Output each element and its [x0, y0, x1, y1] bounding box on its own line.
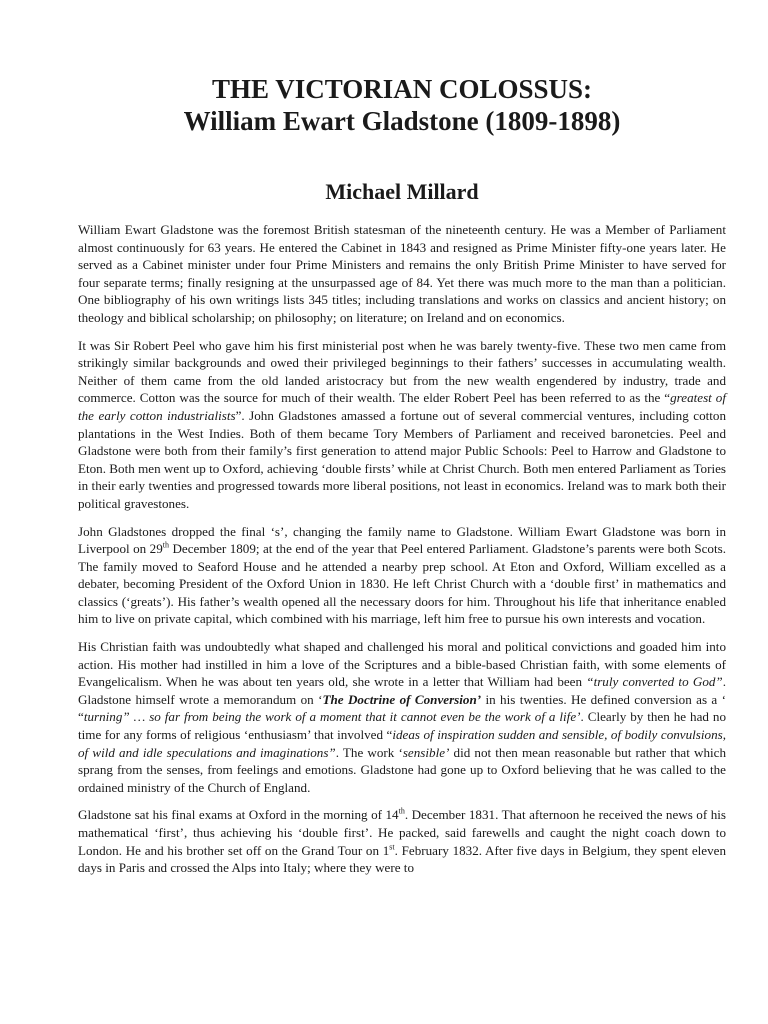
paragraph-4-text-6: did not then mean reasonable but rather that which sprang from the senses, from feelings and emotions. Gladstone had gone up to Oxford believing that he was called to the ordained ministry of the Church of England. [78, 744, 726, 795]
paragraph-4-text-3: in his twenties. He defined conversion as a ‘ “ [78, 691, 726, 725]
paragraph-4-text-2: . Gladstone himself wrote a memorandum on ‘ [78, 674, 726, 707]
paragraph-4 [78, 638, 726, 796]
paragraph-4-text-1: His Christian faith was undoubtedly what shaped and challenged his moral and political convictions and goaded him into action. His mother had instilled in him a love of the Scriptures and a bible-based Christian faith, with some elements of Evangelicalism. When he was about ten years old, she wrote in a letter that William had been [78, 639, 726, 690]
paragraph-4-quote-1: “truly converted to God” [586, 674, 723, 690]
paragraph-4-work-title: The Doctrine of Conversion’ [322, 691, 482, 707]
paragraph-5-ordinal-suffix-2: st [389, 842, 395, 852]
paragraph-4-text-4: . Clearly by then he had no time for any forms of religious ‘enthusiasm’ that involved “ [78, 709, 726, 743]
paragraph-3-ordinal-suffix: th [162, 540, 169, 550]
paragraph-2-text-1: It was Sir Robert Peel who gave him his first ministerial post when he was barely twenty-five. These two men came from strikingly similar backgrounds and owed their privileged beginnings to their fathers’ successes in accumulating wealth. Neither of them came from the old landed aristocracy but from the new wealth engendered by industry, trade and commerce. Cotton was the source for much of their wealth. The elder Robert Peel has been referred to as the “ [78, 337, 726, 406]
paragraph-5-text-1: Gladstone sat his final exams at Oxford in the morning of 14 [78, 807, 399, 823]
paragraph-4-quote-4: sensible’ [402, 744, 450, 760]
document-title-line-2: William Ewart Gladstone (1809-1898) [183, 106, 621, 136]
paragraph-3 [78, 523, 726, 629]
paragraph-5-ordinal-suffix-1: th [398, 807, 405, 817]
paragraph-3-text-2: December 1809; at the end of the year that Peel entered Parliament. Gladstone’s parents were both Scots. The family moved to Seaford House and he attended a nearby prep school. At Eton and Oxford, William excelled as a debater, becoming President of the Oxford Union in 1830. He left Christ Church with a ‘double first’ in mathematics and classics (‘greats’). His father’s wealth opened all the necessary doors for him. Throughout his life that inheritance enabled him to live on private capital, which combined with his marriage, left him free to pursue his own interests and vocation. [78, 541, 726, 627]
paragraph-4-text-5: . The work ‘ [335, 744, 403, 760]
paragraph-2-quote: greatest of the early cotton industrialists [78, 390, 726, 423]
paragraph-5 [78, 806, 726, 876]
paragraph-1: William Ewart Gladstone was the foremost British statesman of the nineteenth century. He was a Member of Parliament almost continuously for 63 years. He entered the Cabinet in 1843 and resigned as Prime Minister fifty-one years later. He served as a Cabinet minister under four Prime Ministers and remains the only British Prime Minister to have served for four separate terms; finally resigning at the unsurpassed age of 84. Yet there was much more to the man than a politician. One bibliography of his own writings lists 345 titles; including translations and works on classics and ancient history; on theology and biblical scholarship; on philosophy; on literature; on Ireland and on economics. [78, 222, 726, 325]
paragraph-4-quote-3: ideas of inspiration sudden and sensible, of bodily convulsions, of wild and idle speculations and imaginations” [78, 727, 726, 760]
paragraph-5-text-3: . February 1832. After five days in Belgium, they spent eleven days in Paris and crossed the Alps into Italy; where they were to [78, 842, 726, 876]
article-body [78, 221, 726, 877]
author-name: Michael Millard [325, 179, 479, 204]
document-page [78, 0, 726, 887]
paragraph-5-text-2: . December 1831. That afternoon he received the news of his mathematical ‘first’, thus achieving his ‘double first’. He packed, said farewells and caught the night coach down to London. He and his brother set off on the Grand Tour on 1 [78, 807, 726, 858]
paragraph-4-quote-2: turning” … so far from being the work of a moment that it cannot even be the work of a life’ [83, 709, 581, 725]
paragraph-3-text-1: John Gladstones dropped the final ‘s’, changing the family name to Gladstone. William Ewart Gladstone was born in Liverpool on 29 [78, 523, 726, 557]
paragraph-2-text-2: ”. John Gladstones amassed a fortune out of several commercial ventures, including cotton plantations in the West Indies. Both of them became Tory Members of Parliament and received baronetcies. Peel and Gladstone were both from their family’s first generation to attend major Public Schools: Peel to Harrow and Gladstone to Eton. Both men went up to Oxford, achieving ‘double firsts’ while at Christ Church. Both men entered Parliament as Tories in their early twenties and progressed towards more liberal positions, not least in economics. Ireland was to mark both their political gravestones. [78, 407, 726, 511]
paragraph-2 [78, 337, 726, 513]
document-title-line-1: THE VICTORIAN COLOSSUS: [211, 74, 593, 104]
